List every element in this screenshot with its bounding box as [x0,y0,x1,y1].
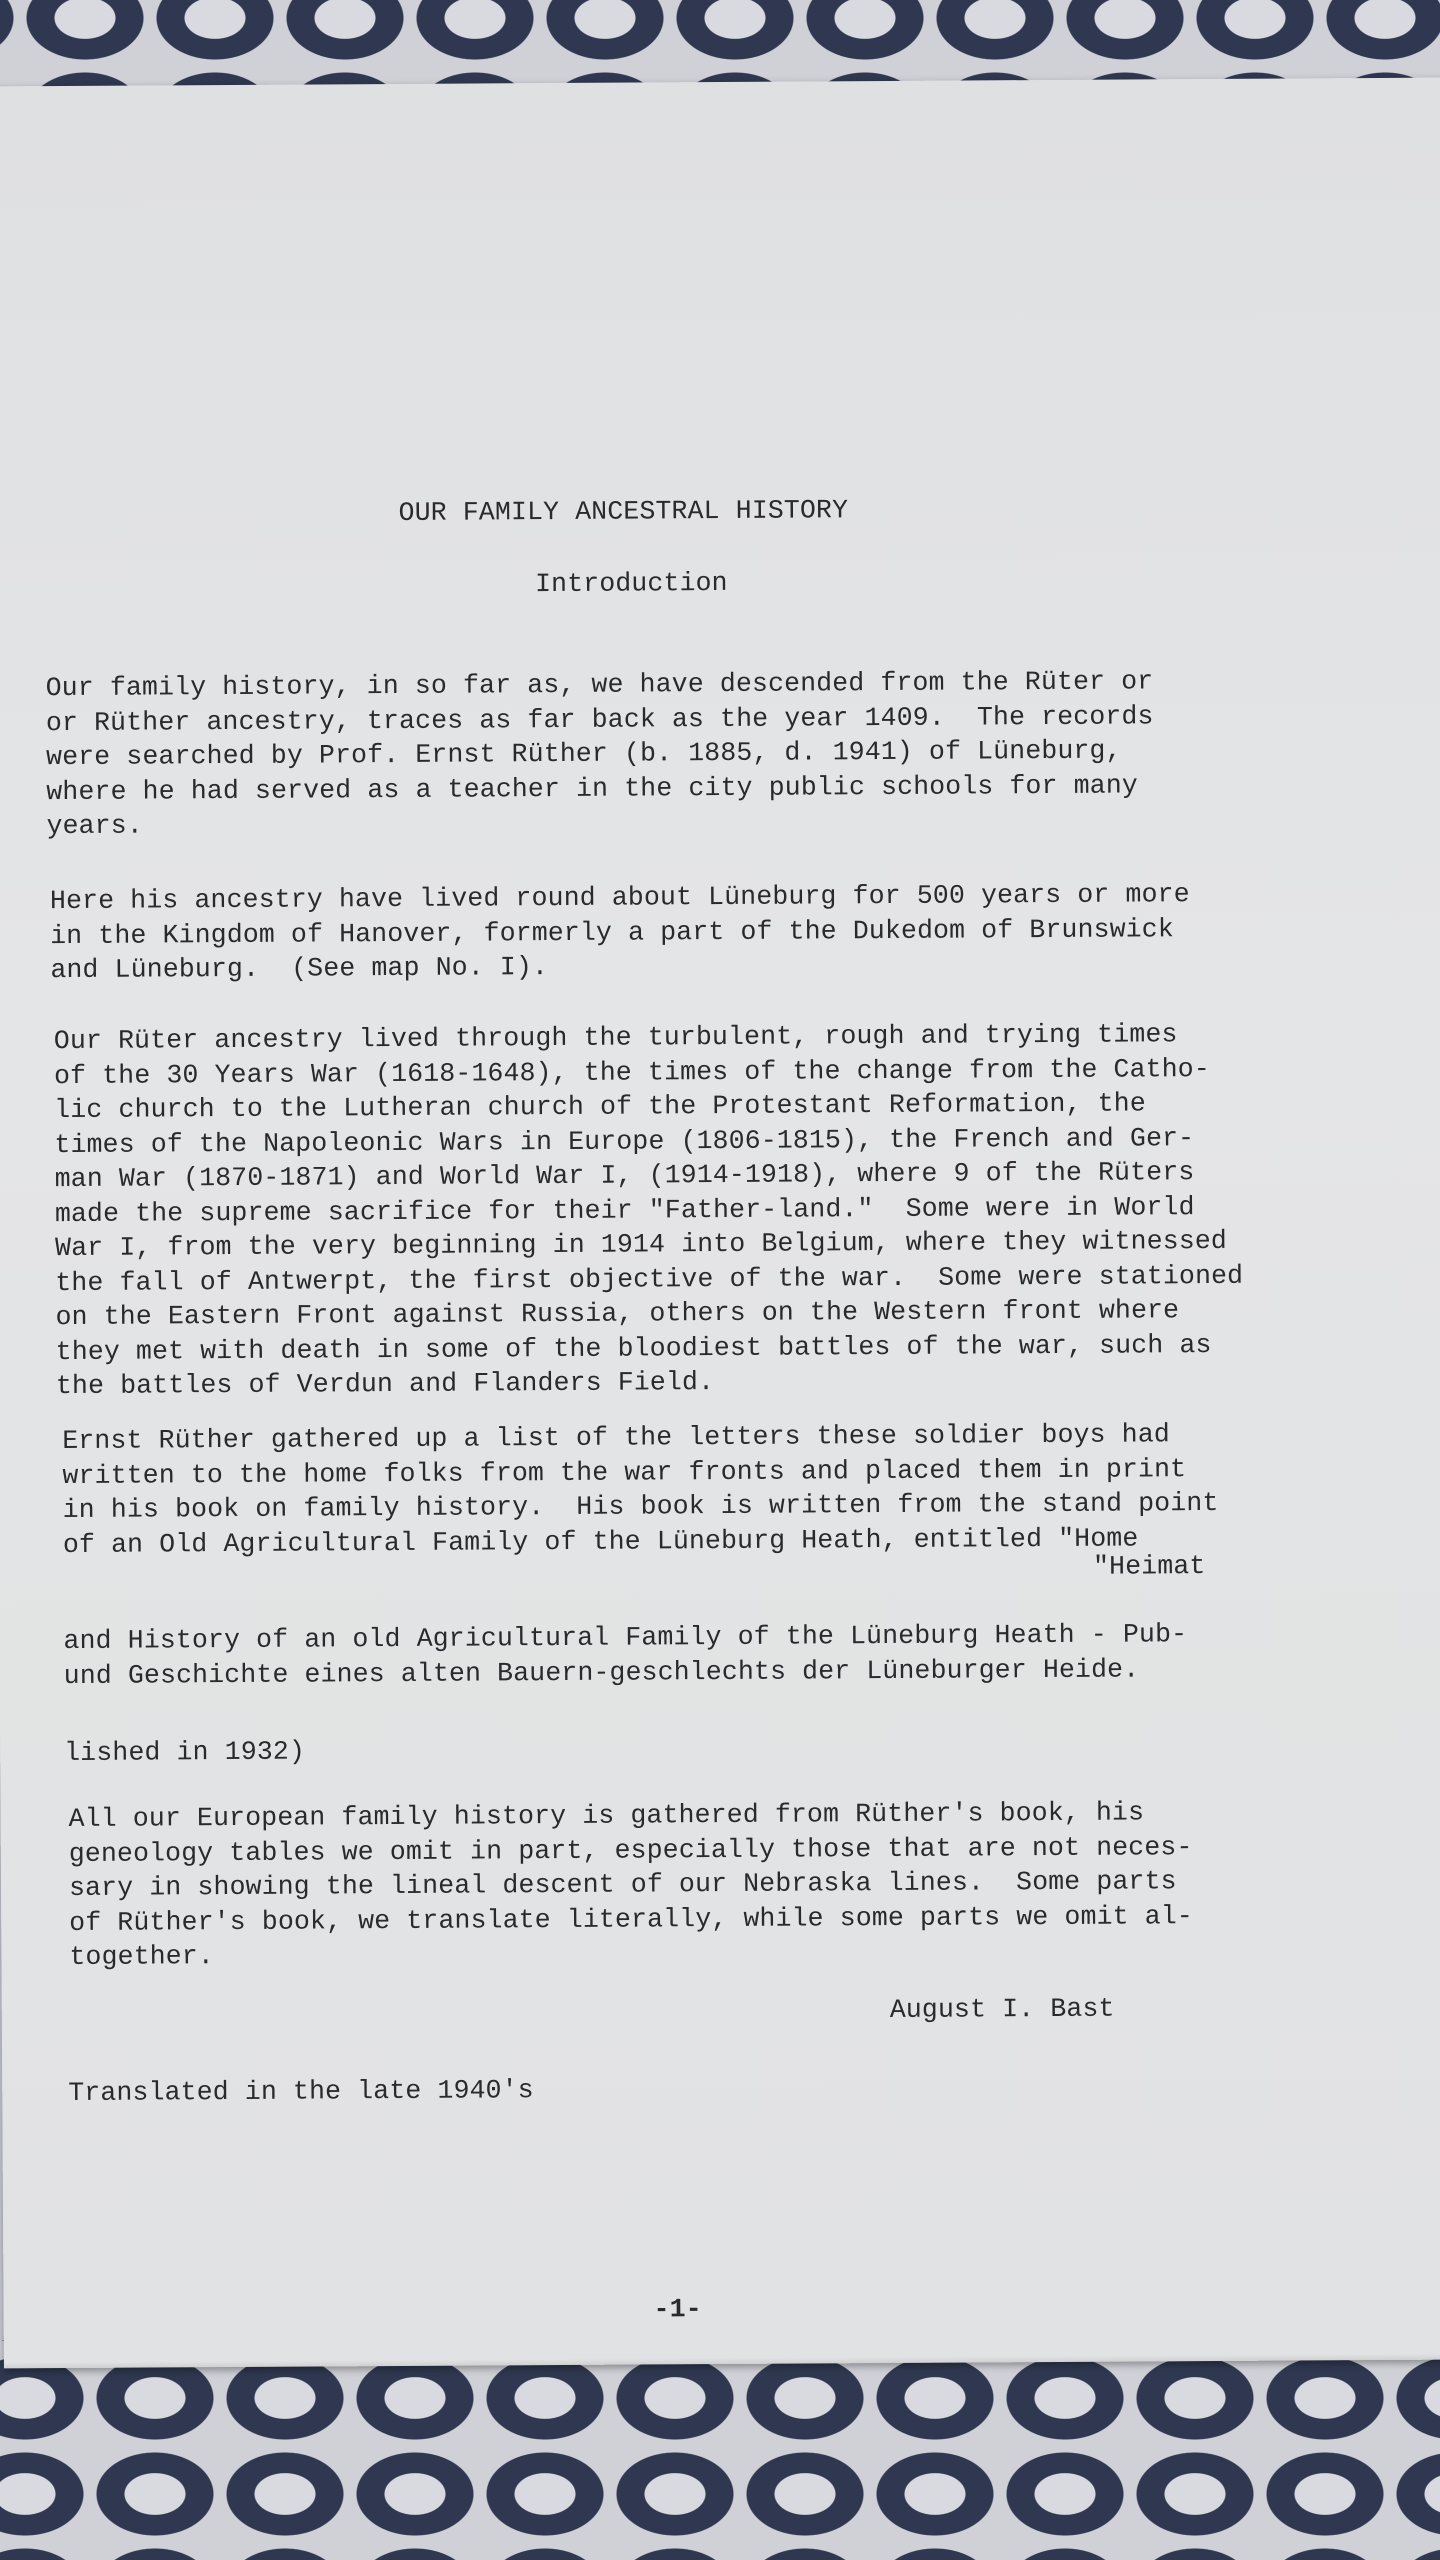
paragraph-letters: Ernst Rüther gathered up a list of the letters these soldier boys had written to the home folks from the war fronts and placed them in print in his book on family history. His book is written from the stand point of an Old Agricultural Family of the Lüneburg Heath, entitled "Home [62,1419,1219,1560]
translation-note: Translated in the late 1940's [68,2075,534,2109]
paragraph-published: lished in 1932) [64,1736,306,1769]
typed-document-page [0,78,1440,2369]
paragraph-book-title: and History of an old Agricultural Family of the Lüneburg Heath - Pub- und Geschichte eines alten Bauern-geschlechts der Lüneburger Heide. [63,1619,1188,1691]
paragraph-origins: Our family history, in so far as, we have descended from the Rüter or or Rüther ancestry, traces as far back as the year 1409. The records were searched by Prof. Ernst Rüther (b. 1885, d. 1941) of Lüneburg, where he had served as a teacher in the city public schools for many years. [45,666,1154,842]
document-subtitle: Introduction [534,567,728,600]
document-title: OUR FAMILY ANCESTRAL HISTORY [398,495,849,528]
paragraph-wars: Our Rüter ancestry lived through the turbulent, rough and trying times of the 30 Years War (1618-1648), the times of the change from the Catho- lic church to the Lutheran church of the Protestant Reformation, the times of the Napoleonic Wars in Europe (1806-1815), the French and Ger- man War (1870-1871) and World War I, (1914-1918), where 9 of the Rüters made the supreme sacrifice for their "Father-land." Some were in World War I, from the very beginning in 1914 into Belgium, where they witnessed the fall of Antwerpt, the first objective of the war. Some were stationed on the Eastern Front against Russia, others on the Western front where they met with death in some of the bloodiest battles of the war, such as the battles of Verdun and Flanders Field. [53,1019,1244,1402]
author-signature: August I. Bast [889,1993,1115,2025]
paragraph-luneburg: Here his ancestry have lived round about Lüneburg for 500 years or more in the Kingdom of Hanover, formerly a part of the Dukedom of Brunswick and Lüneburg. (See map No. I). [49,879,1190,986]
paragraph-heimat-aside: "Heimat [1092,1551,1206,1582]
paragraph-sources: All our European family history is gathered from Rüther's book, his geneology tables we omit in part, especially those that are not neces- sary in showing the lineal descent of our Nebraska lines. Some parts of Rüther's book, we translate literally, while some parts we omit al- together. [68,1797,1193,1973]
fabric-background-bottom [0,2340,1440,2560]
page-number: -1- [653,2294,702,2325]
